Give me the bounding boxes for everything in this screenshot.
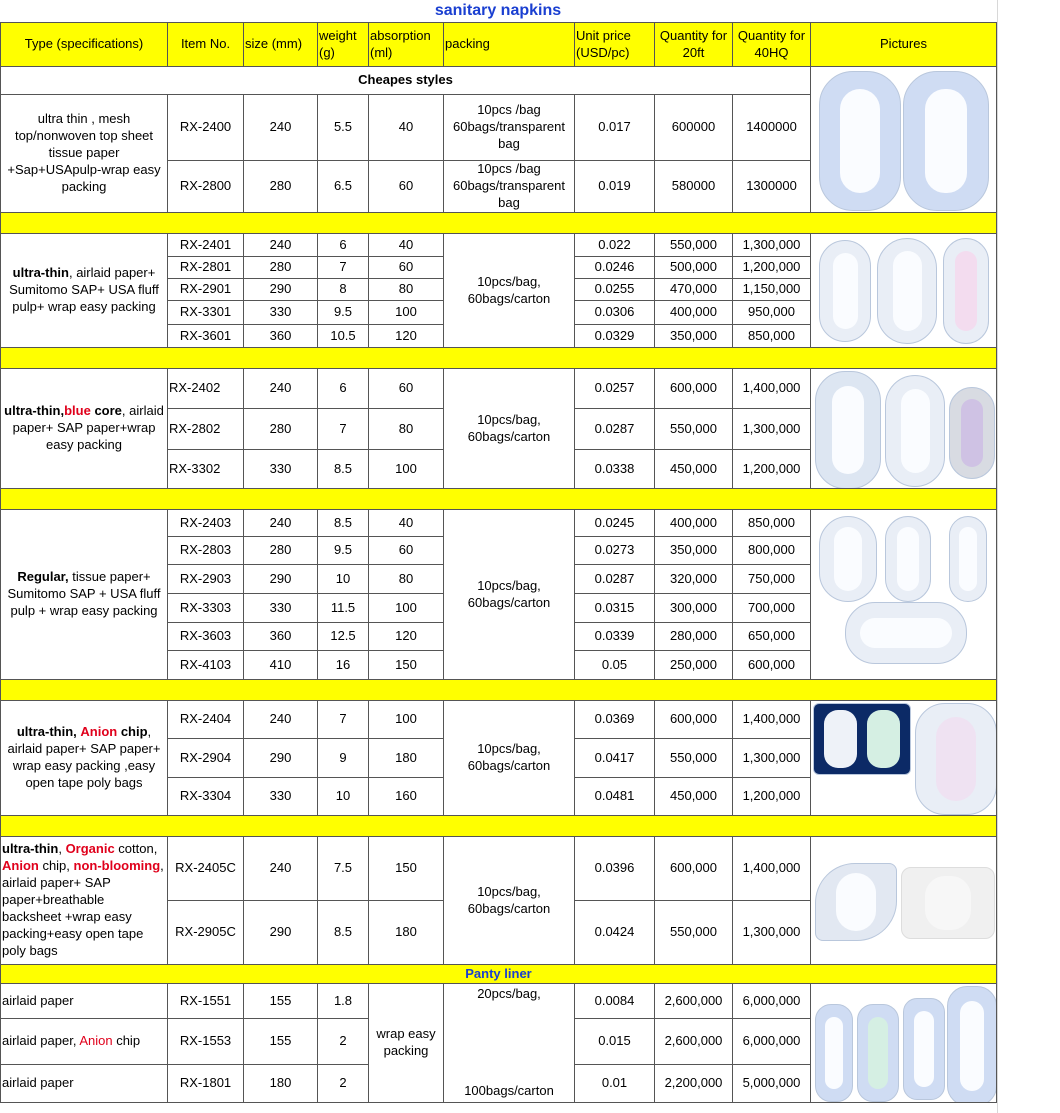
qty-40hq: 700,000 [733,594,811,623]
separator-row [1,816,997,837]
weight: 5.5 [318,95,369,161]
unit-price: 0.05 [575,651,655,680]
item-no: RX-2405C [168,837,244,901]
col-weight: weight (g) [318,23,369,67]
weight: 6.5 [318,161,369,213]
weight: 7 [318,257,369,279]
qty-40hq: 850,000 [733,510,811,537]
qty-20ft: 470,000 [655,279,733,301]
size: 240 [244,837,318,901]
size: 330 [244,778,318,816]
item-no: RX-2904 [168,739,244,778]
qty-20ft: 400,000 [655,510,733,537]
size: 410 [244,651,318,680]
packing: 10pcs/bag, 60bags/carton [444,701,575,816]
weight: 9.5 [318,301,369,325]
qty-40hq: 1,300,000 [733,901,811,965]
weight: 10.5 [318,325,369,348]
packing [444,984,575,1103]
pad-image [949,516,987,602]
item-no: RX-2901 [168,279,244,301]
packing: 10pcs /bag 60bags/transparent bag [444,95,575,161]
qty-20ft: 450,000 [655,778,733,816]
pad-image [819,240,871,342]
unit-price: 0.0246 [575,257,655,279]
qty-40hq: 1,200,000 [733,450,811,489]
item-no: RX-2802 [168,409,244,450]
type-text: cotton, [114,841,158,857]
weight: 7 [318,701,369,739]
pad-image [903,998,945,1100]
pad-image [901,867,995,939]
unit-price: 0.0306 [575,301,655,325]
qty-40hq: 750,000 [733,565,811,594]
type-spec: airlaid paper [1,984,168,1019]
separator-row [1,213,997,234]
item-no: RX-1553 [168,1019,244,1065]
size: 330 [244,594,318,623]
qty-40hq: 650,000 [733,623,811,651]
qty-40hq: 800,000 [733,537,811,565]
packing: 10pcs/bag, 60bags/carton [444,369,575,489]
absorption: 80 [369,279,444,301]
type-text: airlaid paper, [2,1033,80,1049]
qty-40hq: 1,200,000 [733,257,811,279]
size: 290 [244,279,318,301]
unit-price: 0.019 [575,161,655,213]
qty-20ft: 2,600,000 [655,984,733,1019]
item-no: RX-2903 [168,565,244,594]
separator-row [1,489,997,510]
qty-40hq: 1,400,000 [733,701,811,739]
section-cheapest [1,67,997,95]
item-no: RX-3601 [168,325,244,348]
weight: 1.8 [318,984,369,1019]
qty-40hq: 1300000 [733,161,811,213]
absorption: 180 [369,901,444,965]
weight: 2 [318,1019,369,1065]
unit-price: 0.0315 [575,594,655,623]
absorption: 100 [369,594,444,623]
unit-price: 0.0339 [575,623,655,651]
pad-image [845,602,967,664]
type-text: chip [112,1033,141,1049]
size: 240 [244,234,318,257]
sheet-title: sanitary napkins [434,2,562,19]
section-label: Cheapes styles [1,67,811,95]
packing: 10pcs /bag 60bags/transparent bag [444,161,575,213]
type-text: , airlaid paper+ SAP paper+ wrap easy packing ,easy open tape poly bags [7,724,161,790]
unit-price: 0.01 [575,1065,655,1103]
qty-40hq: 1,300,000 [733,234,811,257]
unit-price: 0.0417 [575,739,655,778]
qty-20ft: 550,000 [655,901,733,965]
weight: 8.5 [318,450,369,489]
unit-price: 0.022 [575,234,655,257]
unit-price: 0.0481 [575,778,655,816]
type-text: tissue paper+ Sumitomo SAP + USA fluff pulp + wrap easy packing [7,569,161,618]
pad-image [903,71,989,211]
table-row [1,701,997,739]
pad-image [815,1004,853,1102]
type-text: , airlaid paper+ Sumitomo SAP+ USA fluff pulp+ wrap easy packing [9,265,159,314]
qty-20ft: 2,200,000 [655,1065,733,1103]
qty-20ft: 550,000 [655,234,733,257]
qty-20ft: 320,000 [655,565,733,594]
type-bold: ultra-thin [12,265,69,281]
qty-40hq: 5,000,000 [733,1065,811,1103]
qty-20ft: 550,000 [655,739,733,778]
pad-image [885,516,931,602]
size: 290 [244,739,318,778]
unit-price: 0.0369 [575,701,655,739]
item-no: RX-1551 [168,984,244,1019]
type-spec [1,234,168,348]
unit-price: 0.0287 [575,565,655,594]
separator-row [1,680,997,701]
absorption: 80 [369,409,444,450]
size: 280 [244,257,318,279]
size: 240 [244,369,318,409]
absorption: 60 [369,369,444,409]
size: 280 [244,409,318,450]
qty-40hq: 1,300,000 [733,739,811,778]
absorption: 150 [369,837,444,901]
weight: 9.5 [318,537,369,565]
unit-price: 0.0273 [575,537,655,565]
pad-image [943,238,989,344]
type-text: , [58,841,66,857]
qty-20ft: 350,000 [655,537,733,565]
size: 240 [244,510,318,537]
unit-price: 0.0084 [575,984,655,1019]
pad-image [877,238,937,344]
absorption: 100 [369,701,444,739]
qty-40hq: 1,300,000 [733,409,811,450]
absorption: 150 [369,651,444,680]
qty-20ft: 600000 [655,95,733,161]
unit-price: 0.017 [575,95,655,161]
item-no: RX-2800 [168,161,244,213]
size: 155 [244,1019,318,1065]
product-pictures [811,510,997,680]
qty-40hq: 1,400,000 [733,837,811,901]
size: 290 [244,565,318,594]
item-no: RX-3301 [168,301,244,325]
type-bold: core [90,403,122,419]
header-row [1,23,997,67]
qty-40hq: 950,000 [733,301,811,325]
qty-20ft: 580000 [655,161,733,213]
weight: 12.5 [318,623,369,651]
section-label: Panty liner [1,965,997,984]
qty-20ft: 450,000 [655,450,733,489]
col-size: size (mm) [244,23,318,67]
absorption: 60 [369,257,444,279]
col-type: Type (specifications) [1,23,168,67]
qty-20ft: 350,000 [655,325,733,348]
weight: 11.5 [318,594,369,623]
pad-image [815,371,881,489]
table-row [1,837,997,901]
size: 360 [244,623,318,651]
type-spec [1,1019,168,1065]
item-no: RX-2400 [168,95,244,161]
pad-image [947,986,997,1103]
qty-20ft: 500,000 [655,257,733,279]
unit-price: 0.0396 [575,837,655,901]
weight: 7.5 [318,837,369,901]
weight: 6 [318,369,369,409]
item-no: RX-2401 [168,234,244,257]
item-no: RX-4103 [168,651,244,680]
col-price: Unit price (USD/pc) [575,23,655,67]
item-no: RX-3304 [168,778,244,816]
type-text: chip, [38,858,74,874]
col-q20: Quantity for 20ft [655,23,733,67]
absorption: 120 [369,623,444,651]
type-bold: Regular, [17,569,69,585]
qty-40hq: 1,200,000 [733,778,811,816]
packing-top: 20pcs/bag, [477,986,541,1001]
pad-image [915,703,997,815]
item-no: RX-2402 [168,369,244,409]
qty-40hq: 1400000 [733,95,811,161]
size: 240 [244,701,318,739]
qty-20ft: 400,000 [655,301,733,325]
size: 280 [244,537,318,565]
unit-price: 0.015 [575,1019,655,1065]
type-highlight: Organic [65,841,115,857]
qty-20ft: 600,000 [655,369,733,409]
absorption: 100 [369,301,444,325]
product-pictures [811,701,997,816]
qty-40hq: 6,000,000 [733,1019,811,1065]
table-row [1,984,997,1019]
unit-price: 0.0255 [575,279,655,301]
absorption: 40 [369,510,444,537]
item-no: RX-3302 [168,450,244,489]
type-spec [1,369,168,489]
type-highlight: non-blooming [73,858,161,874]
type-bold: ultra-thin [2,841,59,857]
absorption: 60 [369,537,444,565]
item-no: RX-3603 [168,623,244,651]
packing: 10pcs/bag, 60bags/carton [444,510,575,680]
table-row [1,510,997,537]
unit-price: 0.0338 [575,450,655,489]
pad-image [815,863,897,941]
pad-image [857,1004,899,1102]
qty-40hq: 600,000 [733,651,811,680]
weight: 6 [318,234,369,257]
qty-40hq: 1,150,000 [733,279,811,301]
type-highlight: blue [64,403,91,419]
item-no: RX-2803 [168,537,244,565]
section-panty [1,965,997,984]
absorption: 120 [369,325,444,348]
item-no: RX-2403 [168,510,244,537]
col-q40: Quantity for 40HQ [733,23,811,67]
type-highlight: Anion [79,1033,113,1049]
unit-price: 0.0424 [575,901,655,965]
item-no: RX-3303 [168,594,244,623]
type-spec: ultra thin , mesh top/nonwoven top sheet tissue paper +Sap+USApulp-wrap easy packing [1,95,168,213]
item-no: RX-1801 [168,1065,244,1103]
packing: 10pcs/bag, 60bags/carton [444,837,575,965]
size: 360 [244,325,318,348]
packing-bottom: 100bags/carton [464,1083,554,1099]
item-no: RX-2905C [168,901,244,965]
pad-image [819,516,877,602]
qty-20ft: 300,000 [655,594,733,623]
type-highlight: Anion [2,858,39,874]
type-spec [1,701,168,816]
unit-price: 0.0245 [575,510,655,537]
absorption: wrap easy packing [369,984,444,1103]
type-bold: ultra-thin, [4,403,65,419]
absorption: 40 [369,95,444,161]
packing: 10pcs/bag, 60bags/carton [444,234,575,348]
weight: 9 [318,739,369,778]
unit-price: 0.0257 [575,369,655,409]
type-highlight: Anion [80,724,118,740]
qty-20ft: 250,000 [655,651,733,680]
weight: 7 [318,409,369,450]
pad-image [949,387,995,479]
type-spec: airlaid paper [1,1065,168,1103]
absorption: 160 [369,778,444,816]
qty-20ft: 2,600,000 [655,1019,733,1065]
absorption: 80 [369,565,444,594]
item-no: RX-2801 [168,257,244,279]
size: 290 [244,901,318,965]
size: 330 [244,301,318,325]
product-pictures [811,234,997,348]
size: 330 [244,450,318,489]
product-pictures [811,369,997,489]
qty-20ft: 550,000 [655,409,733,450]
unit-price: 0.0329 [575,325,655,348]
type-spec [1,837,168,965]
pad-image [885,375,945,487]
weight: 10 [318,565,369,594]
size: 280 [244,161,318,213]
absorption: 40 [369,234,444,257]
weight: 8.5 [318,510,369,537]
qty-20ft: 600,000 [655,837,733,901]
empty-grid-column [997,0,1060,1113]
price-table [0,22,997,1103]
weight: 10 [318,778,369,816]
col-packing: packing [444,23,575,67]
qty-40hq: 850,000 [733,325,811,348]
separator-row [1,348,997,369]
size: 155 [244,984,318,1019]
col-item: Item No. [168,23,244,67]
type-bold: ultra-thin, [16,724,77,740]
item-no: RX-2404 [168,701,244,739]
type-text: , airlaid paper+ SAP paper+wrap easy packing [12,403,164,452]
type-spec [1,510,168,680]
qty-20ft: 280,000 [655,623,733,651]
size: 240 [244,95,318,161]
qty-40hq: 1,400,000 [733,369,811,409]
pad-image [819,71,901,211]
weight: 8.5 [318,901,369,965]
type-text: , airlaid paper+ SAP paper+breathable backsheet +wrap easy packing+easy open tape poly bags [2,858,164,958]
product-pictures [811,984,997,1103]
unit-price: 0.0287 [575,409,655,450]
absorption: 60 [369,161,444,213]
product-pictures [811,837,997,965]
qty-40hq: 6,000,000 [733,984,811,1019]
col-pictures: Pictures [811,23,997,67]
type-bold: chip [117,724,148,740]
qty-20ft: 600,000 [655,701,733,739]
weight: 16 [318,651,369,680]
size: 180 [244,1065,318,1103]
weight: 8 [318,279,369,301]
product-pictures [811,67,997,213]
pad-image [813,703,911,775]
absorption: 100 [369,450,444,489]
absorption: 180 [369,739,444,778]
weight: 2 [318,1065,369,1103]
table-row [1,369,997,409]
col-absorption: absorption (ml) [369,23,444,67]
table-row [1,234,997,257]
